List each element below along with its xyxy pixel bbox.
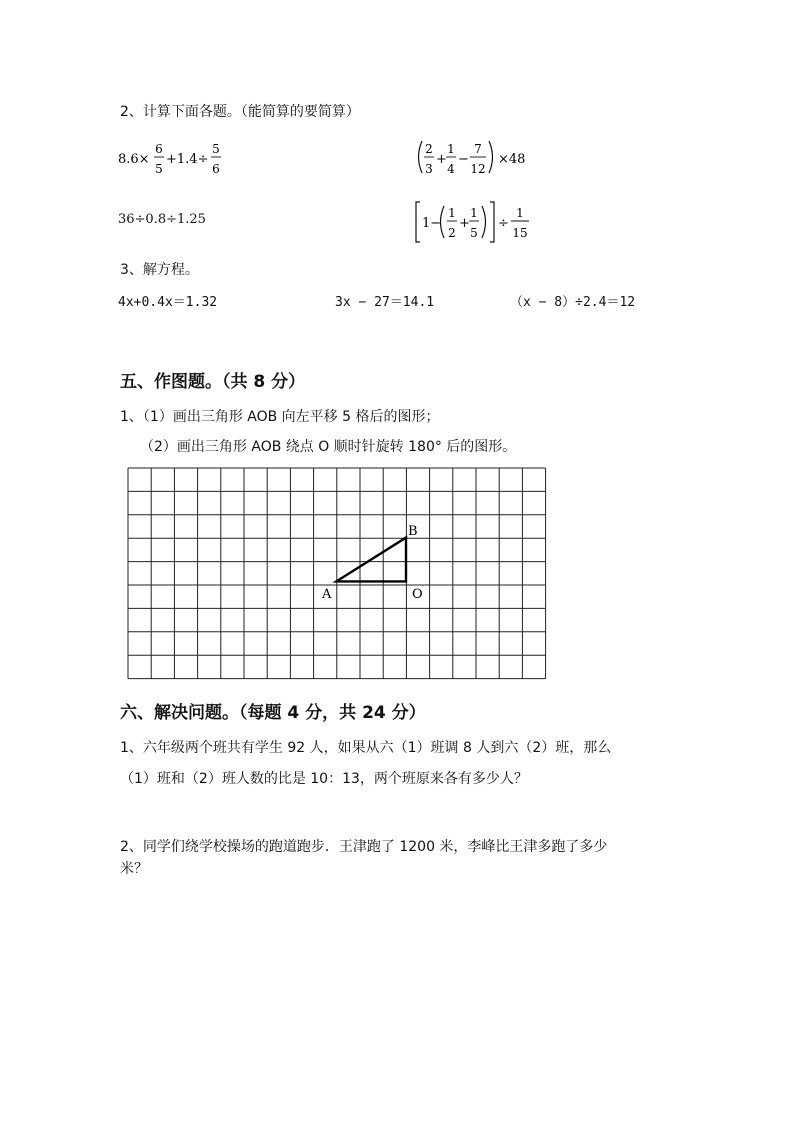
expr4-frac1-num: 1 <box>448 206 456 220</box>
expr4-div: ÷ <box>498 216 509 231</box>
drawing-task-line-1: 1、（1）画出三角形 AOB 向左平移 5 格后的图形； <box>120 409 440 425</box>
expr2-frac2-num: 1 <box>447 142 455 156</box>
expr1-frac1-num: 6 <box>155 142 163 156</box>
expression-1 <box>115 135 235 179</box>
label-b: B <box>408 524 418 539</box>
calc-question-title: 2、计算下面各题。（能简算的要简算） <box>120 104 360 120</box>
problem-1-line-2: （1）班和（2）班人数的比是 10：13，两个班原来各有多少人？ <box>120 771 528 787</box>
equation-question-title: 3、解方程。 <box>120 262 199 278</box>
problem-2-line-1: 2、同学们绕学校操场的跑道跑步．王津跑了 1200 米，李峰比王津多跑了多少 <box>120 839 608 855</box>
expression-2 <box>412 135 542 179</box>
expr1-part-b: +1.4÷ <box>166 152 209 167</box>
expr2-tail: ×48 <box>498 152 526 167</box>
expr2-frac1-den: 3 <box>425 162 433 176</box>
label-a: A <box>322 587 332 602</box>
problem-2-line-2: 米？ <box>120 861 148 877</box>
equation-2: 3x − 27＝14.1 <box>335 295 435 310</box>
label-o: O <box>412 587 423 602</box>
problem-1-line-1: 1、六年级两个班共有学生 92 人，如果从六（1）班调 8 人到六（2）班，那么 <box>120 740 612 756</box>
expr2-frac1-num: 2 <box>425 142 433 156</box>
expression-4 <box>410 198 540 246</box>
expr1-part-a: 8.6× <box>118 152 150 167</box>
expr2-plus: + <box>436 152 447 167</box>
expr2-frac2-den: 4 <box>447 162 455 176</box>
expr4-frac3-num: 1 <box>516 206 524 220</box>
expr2-frac3-den: 12 <box>470 162 486 176</box>
expr4-frac2-den: 5 <box>470 226 478 240</box>
section-six-heading: 六、解决问题。（每题 4 分，共 24 分） <box>120 703 426 723</box>
grid-figure <box>120 460 556 684</box>
equation-3: （x − 8）÷2.4＝12 <box>510 295 636 310</box>
expr4-frac2-num: 1 <box>470 206 478 220</box>
equation-1: 4x+0.4x＝1.32 <box>118 295 218 310</box>
expr4-frac3-den: 15 <box>512 226 528 240</box>
expr2-minus: − <box>458 152 469 167</box>
section-five-heading: 五、作图题。（共 8 分） <box>120 372 306 392</box>
drawing-task-line-2: （2）画出三角形 AOB 绕点 O 顺时针旋转 180° 后的图形。 <box>140 439 517 455</box>
expr4-plus: + <box>459 216 470 231</box>
triangle-aob <box>336 538 406 582</box>
expr1-frac2-num: 5 <box>212 142 220 156</box>
expr1-frac2-den: 6 <box>212 162 220 176</box>
expr2-frac3-num: 7 <box>474 142 482 156</box>
expr4-one: 1− <box>422 216 442 231</box>
expression-3: 36÷0.8÷1.25 <box>118 212 206 227</box>
expr1-frac1-den: 5 <box>155 162 163 176</box>
grid-lines <box>128 468 546 679</box>
expr4-frac1-den: 2 <box>448 226 456 240</box>
